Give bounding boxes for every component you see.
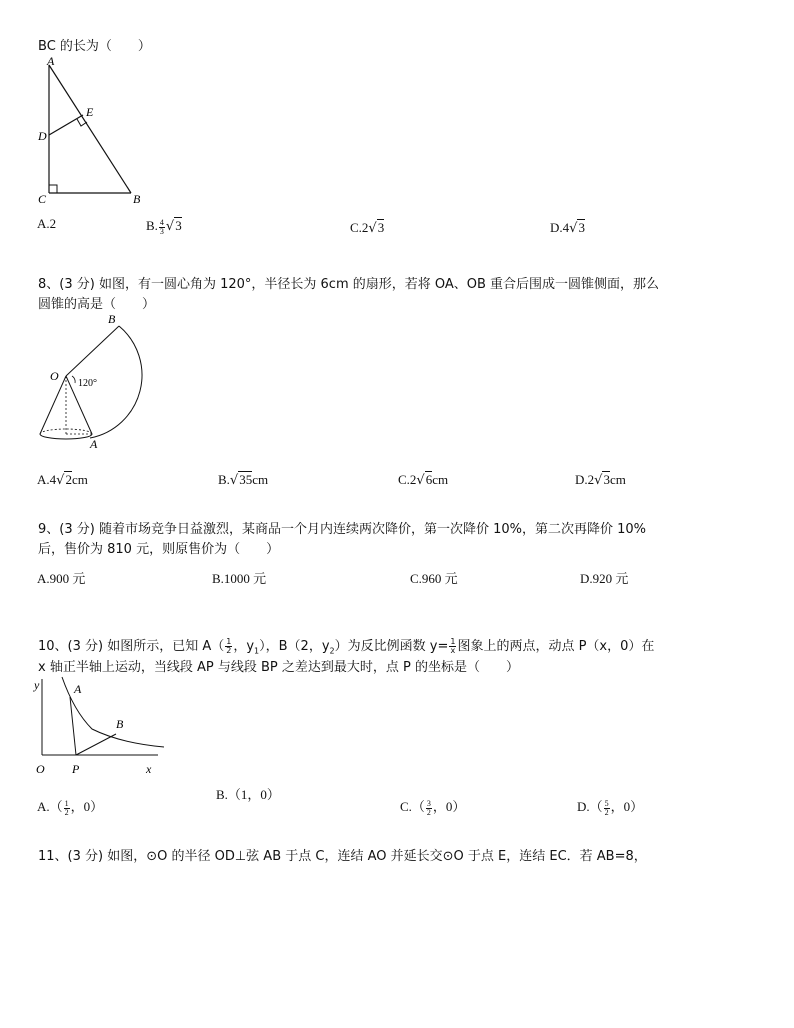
q8-label-A: A <box>90 437 98 450</box>
q8-option-a: A.4√2cm <box>37 472 88 488</box>
q7-label-B: B <box>133 192 141 205</box>
q7-label-A: A <box>47 55 55 68</box>
q9-stem-line2: 后，售价为 810 元，则原售价为（ ） <box>38 542 280 557</box>
q10-label-O: O <box>36 762 45 776</box>
q10-stem-line2: x 轴正半轴上运动，当线段 AP 与线段 BP 之差达到最大时，点 P 的坐标是（ ） <box>38 660 519 675</box>
q7-option-a: A.2 <box>37 216 57 231</box>
q8-option-c: C.2√6cm <box>398 472 449 488</box>
q9-option-c: C.960 元 <box>410 571 458 586</box>
q10-figure-hyperbola <box>30 675 170 780</box>
q7-label-E: E <box>86 105 94 119</box>
q10-option-a: A.（ $\frac{1}{2}$ ，0） <box>37 798 104 817</box>
q7-label-C: C <box>38 192 47 205</box>
q9-option-a: A.900 元 <box>37 571 86 586</box>
q9-stem-line1: 9、(3 分) 随着市场竞争日益激烈，某商品一个月内连续两次降价，第一次降价 10%，第二次再降价 10% <box>38 522 647 537</box>
q10-label-P: P <box>72 762 80 776</box>
q8-option-b: B.√35cm <box>218 472 269 488</box>
q7-label-D: D <box>38 129 47 143</box>
q8-figure-cone-sector <box>34 310 154 450</box>
q10-label-y: y <box>34 678 40 692</box>
q9-option-b: B.1000 元 <box>212 571 267 586</box>
q10-label-A: A <box>74 682 82 696</box>
q7-stem-tail: BC 的长为（ ） <box>38 39 151 54</box>
q9-option-d: D.920 元 <box>580 571 629 586</box>
q8-stem-line2: 圆锥的高是（ ） <box>38 297 156 312</box>
q7-option-d: D.4√3 <box>550 220 585 236</box>
q7-figure-triangle <box>34 55 144 205</box>
q8-label-B: B <box>108 312 116 326</box>
q7-option-b: B. $\frac{4}{3}$ √3 <box>146 217 182 236</box>
q11-stem-line1: 11、(3 分) 如图，⊙O 的半径 OD⊥弦 AB 于点 C，连结 AO 并延长交⊙O 于点 E，连结 EC．若 AB=8， <box>38 849 647 864</box>
q8-option-d: D.2√3cm <box>575 472 626 488</box>
q7-option-c: C.2√3 <box>350 220 385 236</box>
q8-stem-line1: 8、(3 分) 如图，有一圆心角为 120°，半径长为 6cm 的扇形，若将 OA、OB 重合后围成一圆锥侧面，那么 <box>38 277 660 292</box>
q10-stem-line1: 10、(3 分) 如图所示，已知 A（ $\frac{1}{2}$ ，$y_1$），B（2，$y_2$）为反比例函数 y= $\frac{1}{x}$ 图象上的两点，动点 P（x，0）在 <box>38 637 655 656</box>
q8-label-angle: 120° <box>78 378 97 389</box>
q10-option-c: C.（ $\frac{3}{2}$ ，0） <box>400 798 466 817</box>
q10-option-b: B.（1，0） <box>216 787 280 802</box>
q8-label-O: O <box>50 369 59 383</box>
q10-label-x: x <box>146 762 152 776</box>
q10-label-B: B <box>116 717 124 731</box>
q10-option-d: D.（ $\frac{5}{2}$ ，0） <box>577 798 644 817</box>
